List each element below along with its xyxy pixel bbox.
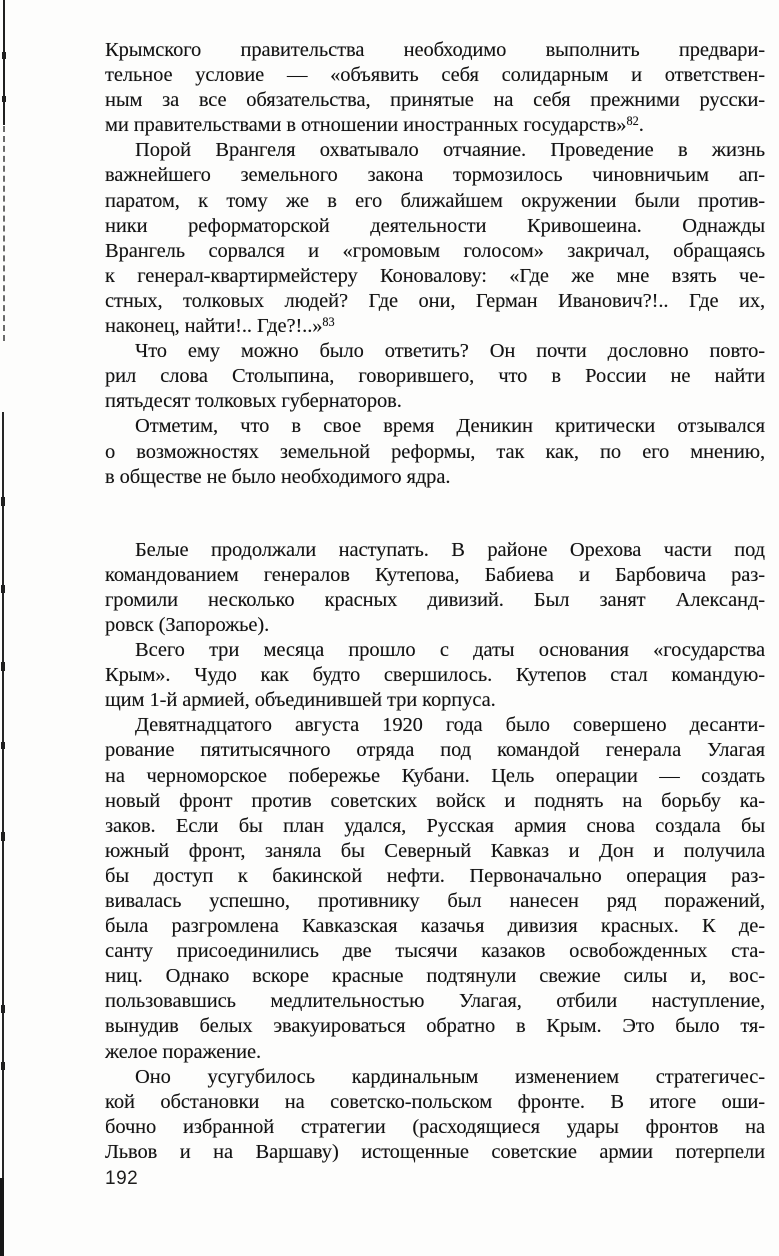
text-line: Крымского правительства необходимо выполнить предвари- — [105, 39, 765, 61]
text-line: кой обстановки на советско-польском фронте. В итоге оши- — [105, 1090, 765, 1113]
text-line: рование пятитысячного отряда под командой генерала Улагая — [105, 739, 765, 762]
text-line: Девятнадцатого августа 1920 года было совершено десанти- — [135, 714, 765, 737]
paragraph — [105, 1065, 765, 1165]
text-line: заков. Если бы план удался, Русская армия снова создала бы — [105, 814, 765, 837]
text-line: Врангель сорвался и «громовым голосом» закричал, обращаясь — [105, 239, 765, 262]
text-line: пользовавшись медлительностью Улагая, отбили наступление, — [105, 990, 765, 1013]
scan-binding-artifact-blob — [2, 52, 6, 59]
text-line: Белые продолжали наступать. В районе Орехова части под — [135, 538, 765, 561]
paragraph — [105, 414, 765, 489]
text-line: ным за все обязательства, принятые на себя прежними русски- — [105, 89, 765, 112]
scan-binding-artifact-bottom — [0, 1178, 4, 1256]
text-line: Порой Врангеля охватывало отчаяние. Проведение в жизнь — [135, 139, 765, 162]
text-line: желое поражение. — [105, 1040, 262, 1063]
scan-binding-artifact-blob — [1, 497, 5, 506]
scan-binding-artifact-top — [3, 0, 5, 125]
text-block — [105, 38, 765, 1165]
text-line: новый фронт против советских войск и поднять на борьбу ка- — [105, 789, 765, 812]
paragraph — [105, 38, 765, 138]
scan-binding-artifact-dashes — [3, 126, 5, 341]
text-line: паратом, к тому же в его ближайшем окружении были против- — [105, 189, 765, 212]
scan-binding-artifact-blob — [1, 1005, 5, 1013]
text-line: Отметим, что в свое время Деникин критически отзывался — [135, 415, 765, 438]
text-line: щим 1-й армией, объединившей три корпуса. — [105, 689, 496, 712]
text-line: ровск (Запорожье). — [105, 613, 270, 636]
text-line: громили несколько красных дивизий. Был занят Александ- — [105, 588, 765, 611]
scan-binding-artifact-blob — [2, 96, 6, 102]
scan-binding-artifact-blob — [1, 585, 5, 593]
paragraph — [105, 339, 765, 414]
text-line: к генерал-квартирмейстеру Коновалову: «Где же мне взять че- — [105, 264, 765, 287]
text-line: санту присоединились две тысячи казаков освобожденных ста- — [105, 940, 765, 963]
text-line: стных, толковых людей? Где они, Герман Иванович?!.. Где их, — [105, 289, 765, 312]
text-line: командованием генералов Кутепова, Бабиева и Барбовича раз- — [105, 563, 765, 586]
scan-binding-artifact-blob — [1, 1062, 5, 1070]
text-line: вивалась успешно, противнику был нанесен ряд поражений, — [105, 890, 765, 912]
text-line: тельное условие — «объявить себя солидарным и ответствен- — [105, 64, 765, 87]
footnote-reference: 82 — [626, 114, 639, 129]
text-line: была разгромлена Кавказская казачья дивизия красных. К де- — [105, 915, 765, 938]
text-line: пятьдесят толковых губернаторов. — [105, 390, 402, 413]
scan-binding-artifact-blob — [1, 742, 5, 749]
text-line: ниц. Однако вскоре красные подтянули свежие силы и, вос- — [105, 965, 765, 988]
text-line: вынудив белых эвакуироваться обратно в Крым. Это было тя- — [105, 1015, 765, 1038]
text-line: Всего три месяца прошло с даты основания «государства — [135, 639, 765, 662]
text-line: южный фронт, заняла бы Северный Кавказ и Дон и получила — [105, 839, 765, 862]
text-line: Крым». Чудо как будто свершилось. Кутепов стал командую- — [105, 664, 765, 687]
text-line: Что ему можно было ответить? Он почти дословно повто- — [135, 340, 765, 363]
text-line: о возможностях земельной реформы, так как, по его мнению, — [105, 440, 765, 463]
footnote-reference: 83 — [322, 314, 335, 329]
text-line: Оно усугубилось кардинальным изменением стратегичес- — [135, 1065, 765, 1088]
scan-binding-artifact-blob — [1, 832, 5, 841]
text-line: рил слова Столыпина, говорившего, что в России не найти — [105, 365, 765, 388]
page-number: 192 — [105, 1168, 139, 1189]
text-line: в обществе не было необходимого ядра. — [105, 465, 451, 488]
text-line: важнейшего земельного закона тормозилось чиновничьим ап- — [105, 164, 765, 187]
text-line: бочно избранной стратегии (расходящиеся удары фронтов на — [105, 1115, 765, 1138]
text-line: ми правительствами в отношении иностранных государств»$^{82}$. — [105, 114, 644, 137]
paragraph — [105, 138, 765, 339]
text-line: бы доступ к бакинской нефти. Первоначально операция раз- — [105, 864, 765, 887]
text-line: Львов и на Варшаву) истощенные советские армии потерпели — [105, 1140, 765, 1163]
text-line: на черноморское побережье Кубани. Цель операции — создать — [105, 764, 765, 787]
paragraph — [105, 538, 765, 638]
text-line: наконец, найти!.. Где?!..»$^{83}$ — [105, 314, 335, 338]
text-line: ники реформаторской деятельности Кривошеина. Однажды — [105, 214, 765, 237]
paragraph — [105, 713, 765, 1064]
scan-binding-artifact-blob — [1, 662, 5, 671]
paragraph — [105, 638, 765, 713]
